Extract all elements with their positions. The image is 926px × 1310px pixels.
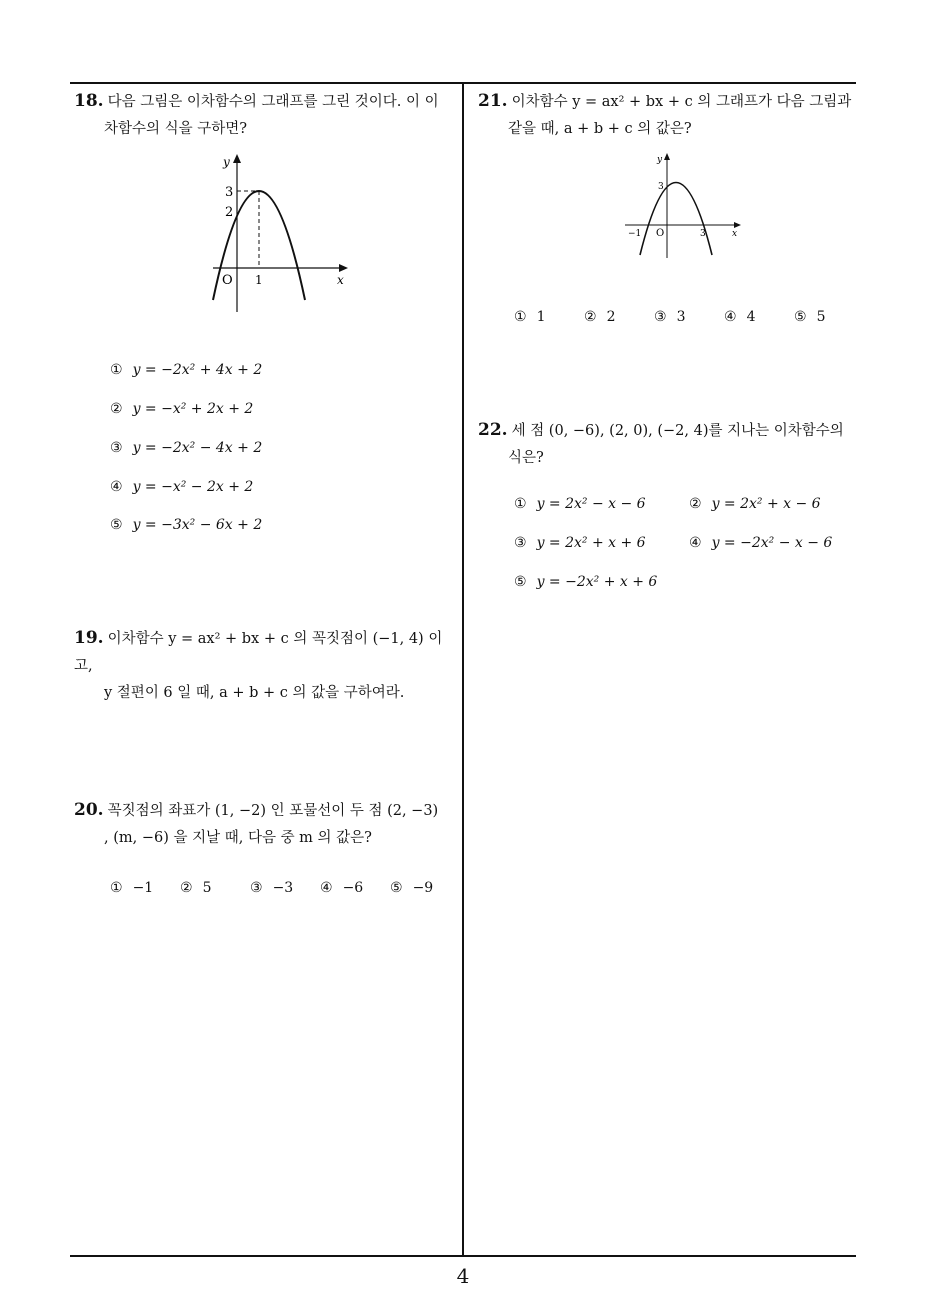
choice-mark: ③ [250, 880, 263, 896]
choice-mark: ① [110, 880, 123, 896]
choice-item[interactable] [180, 880, 211, 896]
choice-item[interactable] [514, 309, 545, 325]
question-20 [74, 797, 459, 852]
choice-text: −3 [272, 880, 294, 896]
question-text-line2: y 절편이 6 일 때, a + b + c 의 값을 구하여라. [104, 685, 405, 701]
choice-mark: ⑤ [390, 880, 403, 896]
choice-item[interactable] [584, 309, 615, 325]
choice-text: y = −3x² − 6x + 2 [132, 517, 263, 533]
choice-text: 3 [676, 309, 686, 325]
page-number: 4 [456, 1264, 470, 1288]
question-number: 20. [74, 800, 104, 820]
x-tick-label: −1 [628, 229, 642, 239]
choice-mark: ② [584, 309, 597, 325]
choice-item[interactable] [724, 309, 755, 325]
choice-text: y = −2x² + x + 6 [536, 574, 658, 590]
choice-text: −9 [412, 880, 434, 896]
question-number: 21. [478, 91, 508, 111]
x-axis-arrow [339, 264, 348, 272]
choice-text: y = 2x² − x − 6 [536, 496, 646, 512]
choice-mark: ④ [320, 880, 333, 896]
choice-text: 1 [536, 309, 546, 325]
question-text-line2: 식은? [508, 450, 544, 466]
choice-item[interactable] [794, 309, 825, 325]
question-22 [478, 417, 858, 472]
column-divider [462, 82, 464, 1257]
y-axis-label: y [657, 155, 663, 165]
question-text-line2: 차함수의 식을 구하면? [104, 121, 248, 137]
question-text-line1: 꼭짓점의 좌표가 (1, −2) 인 포물선이 두 점 (2, −3) [107, 803, 439, 819]
question-text-line2: 같을 때, a + b + c 의 값은? [508, 121, 692, 137]
choice-mark: ⑤ [514, 574, 527, 590]
x-axis-arrow [734, 222, 741, 228]
choice-item[interactable] [514, 496, 646, 512]
choice-item[interactable] [689, 496, 821, 512]
q21-parabola-graph [620, 150, 750, 260]
choice-item[interactable] [390, 880, 433, 896]
choice-mark: ④ [724, 309, 737, 325]
choice-text: 5 [202, 880, 212, 896]
choice-mark: ③ [654, 309, 667, 325]
choice-mark: ② [110, 401, 123, 417]
choice-text: −1 [132, 880, 154, 896]
x-tick-label: 1 [255, 273, 263, 287]
choice-text: y = 2x² + x − 6 [711, 496, 821, 512]
question-text-line1: 이차함수 y = ax² + bx + c 의 꼭짓점이 (−1, 4) 이고, [74, 631, 443, 674]
choice-text: 4 [746, 309, 756, 325]
choice-item[interactable] [110, 479, 253, 495]
origin-label: O [656, 228, 665, 239]
choice-text: y = −2x² − x − 6 [711, 535, 833, 551]
choice-mark: ④ [110, 479, 123, 495]
choice-text: −6 [342, 880, 364, 896]
choice-item[interactable] [320, 880, 363, 896]
choice-item[interactable] [110, 440, 262, 456]
choice-item[interactable] [110, 401, 253, 417]
choice-text: 2 [606, 309, 616, 325]
x-axis-label: x [337, 273, 344, 287]
choice-mark: ② [180, 880, 193, 896]
choice-mark: ② [689, 496, 702, 512]
question-number: 19. [74, 628, 104, 648]
question-number: 18. [74, 91, 104, 111]
choice-text: 5 [816, 309, 826, 325]
question-number: 22. [478, 420, 508, 440]
choice-item[interactable] [654, 309, 685, 325]
choice-text: y = 2x² + x + 6 [536, 535, 646, 551]
choice-item[interactable] [110, 362, 262, 378]
x-axis-label: x [732, 229, 738, 239]
bottom-rule [70, 1255, 856, 1257]
choice-item[interactable] [110, 880, 153, 896]
choice-mark: ① [110, 362, 123, 378]
question-text-line1: 세 점 (0, −6), (2, 0), (−2, 4)를 지나는 이차함수의 [511, 423, 844, 439]
question-18 [74, 88, 459, 143]
choice-mark: ③ [514, 535, 527, 551]
y-axis-arrow [664, 153, 670, 160]
question-text-line1: 다음 그림은 이차함수의 그래프를 그린 것이다. 이 이 [107, 94, 439, 110]
choice-mark: ⑤ [110, 517, 123, 533]
y-tick-label: 3 [658, 182, 664, 192]
y-tick-label: 2 [225, 205, 234, 220]
parabola-curve [640, 183, 712, 256]
question-text-line1: 이차함수 y = ax² + bx + c 의 그래프가 다음 그림과 [511, 94, 852, 110]
question-21 [478, 88, 858, 143]
choice-item[interactable] [689, 535, 832, 551]
question-19 [74, 625, 459, 707]
y-tick-label: 3 [225, 185, 234, 200]
choice-text: y = −2x² + 4x + 2 [132, 362, 263, 378]
choice-item[interactable] [514, 535, 646, 551]
choice-mark: ① [514, 496, 527, 512]
question-text-line2: , (m, −6) 을 지날 때, 다음 중 m 의 값은? [104, 830, 372, 846]
choice-item[interactable] [514, 574, 657, 590]
choice-text: y = −x² − 2x + 2 [132, 479, 254, 495]
choice-mark: ③ [110, 440, 123, 456]
y-axis-arrow [233, 154, 241, 163]
choice-text: y = −2x² − 4x + 2 [132, 440, 263, 456]
choice-item[interactable] [250, 880, 293, 896]
choice-mark: ⑤ [794, 309, 807, 325]
y-axis-label: y [223, 155, 230, 169]
choice-mark: ① [514, 309, 527, 325]
choice-text: y = −x² + 2x + 2 [132, 401, 254, 417]
choice-mark: ④ [689, 535, 702, 551]
origin-label: O [222, 273, 233, 288]
choice-item[interactable] [110, 517, 262, 533]
x-tick-label: 3 [700, 229, 706, 239]
q18-parabola-graph [205, 150, 355, 320]
